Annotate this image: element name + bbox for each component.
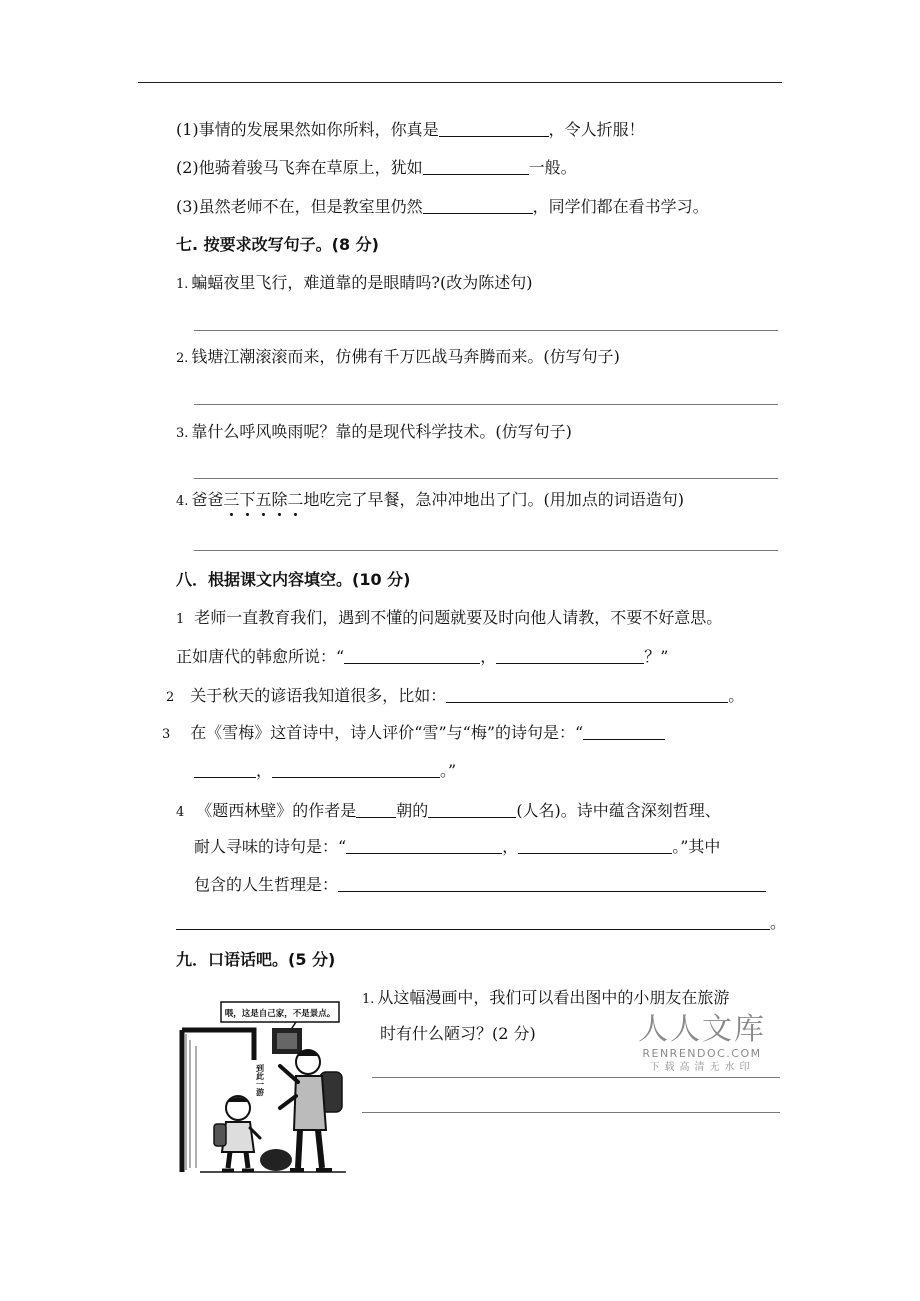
question-text: (3)虽然老师不在，但是教室里仍然 xyxy=(176,197,423,216)
question-8-4-line2 xyxy=(194,837,720,857)
question-text: ，令人折服！ xyxy=(548,120,645,139)
question-number: 2 xyxy=(166,690,175,705)
question-text: 靠什么呼风唤雨呢？靠的是现代科学技术。(仿写句子) xyxy=(191,422,572,441)
question-number: 4. xyxy=(176,494,189,509)
question-text: (1)事情的发展果然如你所料，你真是 xyxy=(176,120,439,139)
section-9-heading: 九．口语话吧。(5 分) xyxy=(176,950,336,969)
question-text: ？” xyxy=(644,647,669,666)
question-7-1 xyxy=(176,273,532,295)
answer-blank[interactable] xyxy=(356,801,396,818)
question-8-3 xyxy=(162,723,665,745)
watermark-domain: RENRENDOC.COM xyxy=(642,1047,762,1060)
question-8-1-line2 xyxy=(176,647,668,667)
section-8-heading: 八．根据课文内容填空。(10 分) xyxy=(176,570,411,589)
answer-blank[interactable] xyxy=(423,158,529,175)
question-8-4-line3 xyxy=(194,875,766,895)
dotted-character: 三 xyxy=(223,490,240,509)
question-text: 爸爸 xyxy=(191,490,224,509)
answer-line[interactable] xyxy=(194,478,778,479)
question-8-2 xyxy=(166,686,744,708)
question-text: 时有什么陋习？(2 分) xyxy=(380,1024,536,1043)
cartoon-illustration xyxy=(176,1000,360,1176)
question-number: 1 xyxy=(176,612,185,627)
question-6-2 xyxy=(176,158,577,178)
watermark xyxy=(617,1013,787,1075)
question-number: 2. xyxy=(176,351,189,366)
question-text: 在《雪梅》这首诗中，诗人评价“雪”与“梅”的诗句是：“ xyxy=(190,723,584,742)
question-number: 1. xyxy=(362,992,375,1007)
question-text: (人名)。诗中蕴含深刻哲理、 xyxy=(516,801,721,820)
question-7-2 xyxy=(176,347,620,369)
question-text: 老师一直教育我们，遇到不懂的问题就要及时向他人请教，不要不好意思。 xyxy=(194,608,723,627)
question-text: 耐人寻味的诗句是：“ xyxy=(194,837,347,856)
answer-blank[interactable] xyxy=(518,837,672,854)
answer-blank[interactable] xyxy=(439,120,549,137)
question-7-4 xyxy=(176,490,684,512)
dotted-character: 下 xyxy=(239,490,256,509)
question-7-3 xyxy=(176,422,572,444)
wall-graffiti: 到此一游 xyxy=(255,1064,265,1096)
question-6-3 xyxy=(176,197,709,217)
question-text: 关于秋天的谚语我知道很多，比如： xyxy=(190,686,447,705)
answer-blank[interactable] xyxy=(272,761,440,778)
answer-blank[interactable] xyxy=(344,647,480,664)
question-text: 《题西林壁》的作者是 xyxy=(196,801,357,820)
answer-blank[interactable] xyxy=(423,197,533,214)
section-7-heading: 七. 按要求改写句子。(8 分) xyxy=(176,235,379,254)
question-text: 。 xyxy=(770,913,787,932)
answer-blank[interactable] xyxy=(446,686,728,703)
question-9-1 xyxy=(362,988,729,1010)
question-6-1 xyxy=(176,120,645,140)
watermark-tagline: 下载高清无水印 xyxy=(649,1062,755,1073)
question-text: ， xyxy=(502,837,519,856)
cartoon-sign-text: 喂，这是自己家，不是景点。 xyxy=(224,1009,336,1019)
answer-blank[interactable] xyxy=(428,801,516,818)
adult-figure xyxy=(280,1050,342,1170)
question-number: 3. xyxy=(176,426,189,441)
question-8-3-line2 xyxy=(194,761,456,781)
question-text: 地吃完了早餐，急冲冲地出了门。(用加点的词语造句) xyxy=(303,490,684,509)
child-figure xyxy=(214,1096,260,1170)
answer-line[interactable] xyxy=(362,1112,780,1113)
top-rule xyxy=(138,82,782,83)
question-text: 朝的 xyxy=(396,801,429,820)
question-text: 蝙蝠夜里飞行，难道靠的是眼睛吗?(改为陈述句) xyxy=(191,273,533,292)
answer-blank[interactable] xyxy=(338,875,766,892)
dotted-character: 除 xyxy=(271,490,288,509)
answer-line[interactable] xyxy=(194,330,778,331)
luggage-bag xyxy=(260,1149,292,1171)
answer-line[interactable] xyxy=(194,550,778,551)
question-8-4 xyxy=(176,801,721,823)
question-text: ，同学们都在看书学习。 xyxy=(532,197,709,216)
question-number: 3 xyxy=(162,727,171,742)
answer-blank[interactable] xyxy=(194,761,256,778)
question-text: 。 xyxy=(728,686,745,705)
question-text: 包含的人生哲理是： xyxy=(194,875,339,894)
question-8-4-line4 xyxy=(176,913,786,933)
answer-blank[interactable] xyxy=(346,837,502,854)
question-text: 。”其中 xyxy=(672,837,721,856)
question-text: 从这幅漫画中，我们可以看出图中的小朋友在旅游 xyxy=(377,988,730,1007)
answer-blank[interactable] xyxy=(176,913,770,930)
question-text: 一般。 xyxy=(528,158,577,177)
question-text: 正如唐代的韩愈所说：“ xyxy=(176,647,345,666)
answer-line[interactable] xyxy=(372,1077,780,1078)
question-9-1-line2 xyxy=(380,1024,536,1044)
question-text: ， xyxy=(480,647,497,666)
dotted-character: 五 xyxy=(255,490,272,509)
answer-blank[interactable] xyxy=(496,647,644,664)
question-text: 。” xyxy=(440,761,457,780)
question-text: 钱塘江潮滚滚而来，仿佛有千万匹战马奔腾而来。(仿写句子) xyxy=(191,347,620,366)
dotted-character: 二 xyxy=(287,490,304,509)
answer-blank[interactable] xyxy=(583,723,665,740)
answer-line[interactable] xyxy=(194,404,778,405)
question-number: 1. xyxy=(176,277,189,292)
question-number: 4 xyxy=(176,805,185,820)
question-8-1 xyxy=(176,608,722,630)
question-text: ， xyxy=(256,761,273,780)
question-text: (2)他骑着骏马飞奔在草原上，犹如 xyxy=(176,158,423,177)
watermark-title: 人人文库 xyxy=(638,1012,766,1047)
